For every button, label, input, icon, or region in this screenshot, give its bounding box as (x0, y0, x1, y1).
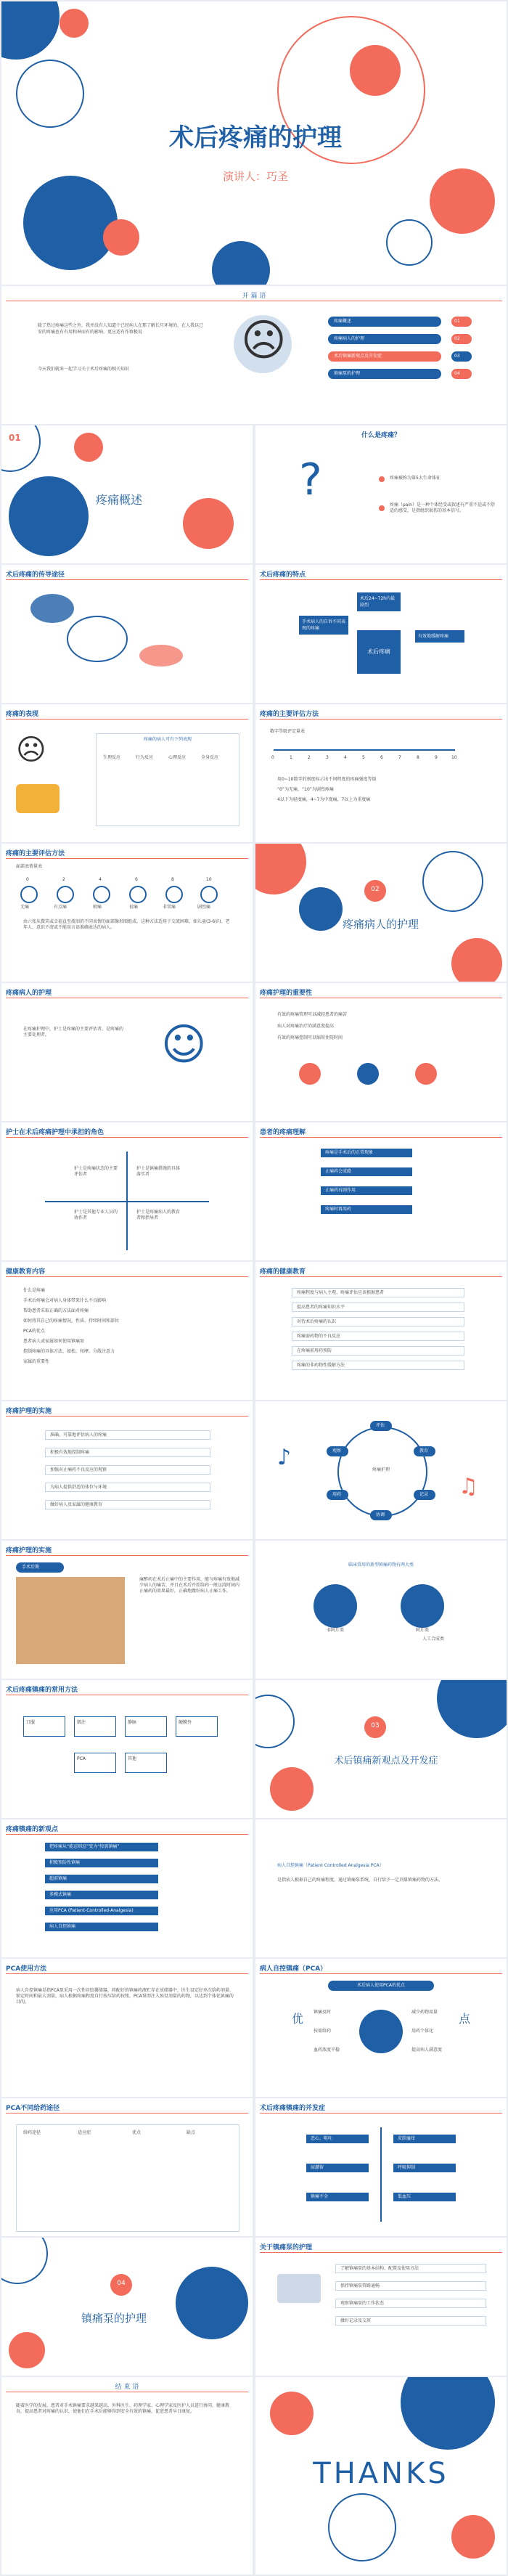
signs-col-2: 行为反应 (136, 755, 154, 760)
slide-postop (1, 1541, 253, 1679)
signs-col-4: 全身反应 (201, 755, 219, 760)
slide-importance (255, 983, 507, 1121)
drug-circle (314, 1584, 357, 1628)
role-3: 护士是其他专业人员的协作者 (74, 1210, 118, 1220)
question-icon: ? (299, 455, 322, 505)
slide-drug-types (255, 1541, 507, 1679)
slide-header: 疼痛病人的护理 (6, 990, 52, 997)
slide-header: 健康教育内容 (6, 1268, 46, 1276)
deco-circle (451, 2515, 495, 2559)
cover-title: 术后疼痛的护理 (169, 123, 342, 152)
postop-text: 麻醉药在术后止痛中的主要作用，能与疼痛有效地减少病人的痛苦，并且在术后开始给药一般这段时间内止痛药的效果最好，正确地做好病人止痛工作。 (139, 1577, 240, 1594)
slide-header: 疼痛的主要评估方法 (260, 711, 319, 718)
pca-title: 病人自控镇痛（Patient Controlled Analgesia PCA） (277, 1863, 384, 1868)
adv-item-3: 血药浓度平稳 (314, 2047, 340, 2053)
icon-circle (299, 1063, 321, 1085)
slide-header: 疼痛的表现 (6, 711, 39, 718)
pump-care-item-1: 了解镇痛泵的基本结构、配置及使用方法 (335, 2264, 486, 2273)
deco-circle (16, 60, 84, 128)
understanding-item-3: 止痛药有副作用 (321, 1186, 412, 1195)
adv-left: 优 (292, 2012, 304, 2026)
toc-item-1[interactable]: 疼痛概述 (328, 317, 441, 327)
deco-circle (422, 851, 483, 912)
slide-pca-usage (1, 1959, 253, 2097)
slide-complications (255, 2098, 507, 2236)
music-icon: ♫ (459, 1474, 478, 1499)
edu2-item-6: 疼痛的非药物性缓解方法 (292, 1361, 464, 1370)
method-6: 其他 (125, 1753, 167, 1773)
slide-header: 术后疼痛镇痛的常用方法 (6, 1687, 78, 1694)
face-icon (129, 886, 147, 903)
concept-item-6: 病人自控镇痛 (45, 1923, 158, 1931)
edu-item-4: 如何将其自己的疼痛情况，性质、持续时间和部位 (23, 1318, 120, 1324)
pca-usage-text: 病人自控镇痛是指PCA泵采用一次性硅胶囊储器，将配好的镇痛药液贮存在该储器中，医生设定好单次给药剂量、锁定时间和最大剂量，病人根据疼痛程度自行按压给药按钮，PCA泵即注入预设剂量的药物，以达到个体化镇痛的目的。 (16, 1988, 234, 2005)
toc-item-4[interactable]: 镇痛泵的护理 (328, 369, 441, 379)
divider (260, 1276, 502, 1277)
face-score-6: 6 (135, 877, 138, 882)
face-score-2: 2 (62, 877, 65, 882)
music-icon: ♪ (277, 1445, 292, 1470)
slide-health-education-2 (255, 1262, 507, 1400)
deco-circle (9, 2332, 45, 2368)
routes-col-1: 给药途径 (23, 2130, 41, 2135)
concept-item-5: 应用PCA (Patient-Controlled-Analgesia) (45, 1907, 158, 1915)
face-label-8: 非常痛 (163, 905, 176, 910)
feature-box-3: 有效地缓解疼痛 (415, 630, 464, 643)
bullet-dot (379, 505, 385, 511)
face-icon (20, 886, 38, 903)
scale-num-10: 10 (451, 755, 457, 760)
section-number: 02 (371, 886, 380, 893)
deco-circle (430, 168, 495, 234)
advantages-banner: 术后病人使用PCA的优点 (328, 1981, 434, 1991)
axis-v (126, 1152, 128, 1250)
slide-header: 护士在术后疼痛护理中承担的角色 (6, 1129, 105, 1136)
pump-care-item-3: 观察镇痛泵的工作状态 (335, 2299, 486, 2308)
cycle-node-2: 教育 (414, 1446, 435, 1456)
cover-speaker: 演讲人：巧圣 (222, 170, 288, 183)
section-title: 疼痛概述 (96, 493, 143, 507)
scale-line (274, 749, 455, 751)
slide-assessment-faces (1, 844, 253, 982)
concept-item-2: 积极预防性镇痛 (45, 1859, 158, 1867)
cycle-node-6: 观察 (327, 1446, 348, 1456)
deco-circle (255, 1695, 295, 1748)
role-2: 护士是镇痛措施的具体落实者 (136, 1166, 181, 1177)
deco-circle (255, 844, 306, 894)
edu-item-6: 患者病人或家属如何使用镇痛泵 (23, 1339, 85, 1344)
slide-header: 疼痛护理的重要性 (260, 990, 313, 997)
complication-5: 镇痛不全 (306, 2193, 369, 2201)
section-title: 镇痛泵的护理 (81, 2312, 147, 2325)
face-score-0: 0 (26, 877, 29, 882)
scale-num-1: 1 (290, 755, 292, 760)
edu2-item-1: 疼痛程度与病人主观、疼痛评估应该根据患者 (292, 1288, 464, 1297)
method-2: 肌注 (74, 1716, 116, 1737)
brain-illustration (30, 594, 74, 623)
icon-circle (415, 1063, 437, 1085)
nrs-item-1: 用0~10数字的刻度标示出不同程度的疼痛强度等级 (277, 777, 377, 782)
drug-types-title: 临床常用的新型镇痛药物有两大类 (348, 1562, 414, 1568)
pain-text-1: 疼痛被称为第5大生命体征 (390, 476, 441, 481)
method-3: 静脉 (125, 1716, 167, 1737)
feature-box-2: 手术病人的自诉不同表现的疼痛 (299, 616, 348, 635)
divider (260, 2252, 502, 2253)
divider (260, 579, 502, 580)
slide-header: 疼痛护理的实施 (6, 1408, 52, 1415)
impl-item-5: 做好病人及家属的健康教育 (45, 1500, 210, 1509)
slide-patient-care (1, 983, 253, 1121)
divider (6, 1137, 248, 1138)
understanding-item-4: 疼痛时再用药 (321, 1205, 412, 1214)
impl-item-2: 积极有效地控制疼痛 (45, 1448, 210, 1457)
thanks-title: THANKS (313, 2457, 449, 2490)
cycle-node-1: 评估 (370, 1421, 392, 1431)
drug-type-b: 阿片类 (415, 1628, 429, 1633)
impl-item-3: 加强对止痛药不良反应的观察 (45, 1465, 210, 1475)
divider (6, 1834, 248, 1835)
pathway-loop (67, 616, 128, 662)
signs-col-1: 生理反应 (103, 755, 121, 760)
deco-circle (1, 425, 41, 472)
slide-thanks (255, 2377, 507, 2575)
adv-right: 点 (459, 2012, 471, 2026)
face-label-0: 无痛 (20, 905, 30, 910)
slide-header: 关于镇痛泵的护理 (260, 2244, 313, 2251)
complication-3: 尿潴留 (306, 2164, 369, 2172)
slide-pump-care (255, 2238, 507, 2376)
face-icon (57, 886, 74, 903)
deco-circle (386, 219, 433, 266)
edu-item-2: 手术后疼痛会对病人身体带来什么不良影响 (23, 1298, 107, 1303)
routes-table (16, 2124, 239, 2232)
face-score-4: 4 (99, 877, 102, 882)
complication-2: 皮肤瘙痒 (393, 2135, 456, 2143)
slide-header: 术后疼痛的传导途径 (6, 571, 65, 579)
divider (6, 579, 248, 580)
closing-text: 随着医学的发展，患者对手术镇痛要求越来越高，外科医生、药理学家、心理学家及医护人员进行协同，健康教育，提高患者对疼痛的认识，使他们在手术后能够得到安全有效的镇痛，促进患者早日康复。 (16, 2403, 230, 2414)
edu-item-8: 家属的重要性 (23, 1359, 50, 1364)
slide-care-cycle (255, 1401, 507, 1539)
slide-patient-understanding (255, 1122, 507, 1260)
scale-num-5: 5 (362, 755, 365, 760)
person-icon: ☹ (241, 315, 287, 366)
slide-pain-pathway (1, 565, 253, 703)
deco-circle (74, 433, 103, 462)
slide-header: 疼痛护理的实施 (6, 1547, 52, 1554)
slide-header: 术后疼痛镇痛的并发症 (260, 2105, 326, 2112)
patient-icon: ☹ (16, 733, 46, 767)
faces-desc: 由六张从微笑或幸福直至流泪的不同表情的面部像形图组成。这种方法适用于交流困难，如儿童(3-6岁)、老年人、意识不清或不能用言语准确表达的病人。 (23, 919, 230, 930)
slide-header: 疼痛的主要评估方法 (6, 850, 65, 857)
slide-pca-routes (1, 2098, 253, 2236)
edu-item-1: 什么是疼痛 (23, 1288, 46, 1293)
foot-illustration (139, 645, 183, 667)
understanding-item-1: 疼痛是手术后的正常现象 (321, 1149, 412, 1157)
pump-care-item-2: 保持镇痛泵管路通畅 (335, 2281, 486, 2291)
slide-section-03 (255, 1680, 507, 1818)
deco-circle (328, 2493, 396, 2561)
concept-item-4: 多模式镇痛 (45, 1891, 158, 1899)
adv-item-4: 减少药物用量 (411, 2010, 438, 2015)
deco-circle (103, 219, 139, 256)
slide-header: 疼痛镇痛的新观点 (6, 1826, 59, 1833)
cycle-node-5: 用药 (327, 1490, 348, 1500)
divider (260, 1973, 502, 1974)
slide-header: 什么是疼痛？ (361, 432, 401, 439)
pca-text: 是指病人根据自己的疼痛程度，通过镇痛泵系统，自行给予一定剂量镇痛药物的方法。 (277, 1878, 443, 1883)
routes-col-2: 适应症 (78, 2130, 91, 2135)
method-1: 口服 (23, 1716, 65, 1737)
role-4: 护士是疼痛病人的教育者和指导者 (136, 1210, 181, 1220)
deco-circle (1, 2238, 48, 2284)
edu-item-7: 控制疼痛的具体方法，如松、按摩、分散注意力 (23, 1349, 115, 1354)
scale-num-7: 7 (398, 755, 401, 760)
face-score-10: 10 (206, 877, 212, 882)
slide-what-is-pain (255, 425, 507, 563)
slide-pca-advantages (255, 1959, 507, 2097)
signs-col-3: 心理反应 (168, 755, 187, 760)
slide-header: 患者的疼痛理解 (260, 1129, 306, 1136)
divider (6, 1973, 248, 1974)
section-number: 03 (371, 1722, 380, 1729)
divider (6, 719, 248, 720)
section-title: 疼痛病人的护理 (343, 918, 419, 931)
deco-circle (401, 2377, 495, 2450)
deco-circle (176, 2267, 248, 2339)
feature-center: 术后疼痛 (357, 630, 401, 674)
slide-header: 结 束 语 (115, 2384, 139, 2391)
role-1: 护士是疼痛状态的主要评估者 (74, 1166, 118, 1177)
pump-device (277, 2274, 321, 2303)
toc-item-3[interactable]: 术后镇痛新观点及开发症 (328, 351, 441, 362)
deco-circle (451, 938, 502, 982)
deco-circle (9, 476, 89, 556)
deco-circle (299, 887, 343, 931)
scale-num-6: 6 (380, 755, 383, 760)
edu2-item-2: 提高患者的疼痛知识水平 (292, 1303, 464, 1312)
cycle-node-4: 协调 (370, 1510, 392, 1520)
edu-item-5: PCA的优点 (23, 1329, 45, 1334)
scale-num-9: 9 (435, 755, 438, 760)
section-number: 01 (9, 433, 21, 443)
slide-assessment-nrs (255, 704, 507, 842)
complication-1: 恶心、呕吐 (306, 2135, 369, 2143)
cheese-illustration (16, 784, 60, 813)
routes-col-4: 缺点 (187, 2130, 196, 2135)
scale-num-2: 2 (308, 755, 311, 760)
toc-num-4: 04 (451, 369, 472, 379)
signs-title: 疼痛的病人可有下列表现 (143, 737, 192, 742)
cycle-node-3: 记录 (414, 1490, 435, 1500)
complication-6: 低血压 (393, 2193, 456, 2201)
adv-center-circle (359, 2010, 403, 2053)
impl-item-1: 准确、可靠地评估病人的疼痛 (45, 1430, 210, 1440)
deco-circle (60, 9, 89, 38)
section-number: 04 (117, 2280, 126, 2287)
slide-pain-features (255, 565, 507, 703)
slide-care-implementation (1, 1401, 253, 1539)
complication-4: 呼吸抑制 (393, 2164, 456, 2172)
deco-circle (270, 1767, 314, 1811)
bullet-dot (379, 476, 385, 482)
face-icon (200, 886, 218, 903)
importance-item-1: 有效的疼痛管理可以减轻患者的痛苦 (277, 1012, 348, 1017)
concept-item-1: 把疼痛从“能忍则忍”变为“按需镇痛” (45, 1843, 158, 1851)
postop-tag: 手术后期 (16, 1562, 64, 1573)
doctor-icon: ☺ (161, 1019, 207, 1070)
slide-section-01 (1, 425, 253, 563)
faces-subtitle: 面部表情量表 (16, 864, 43, 869)
toc-item-2[interactable]: 疼痛病人的护理 (328, 334, 441, 344)
edu2-item-5: 在疼痛前用药预防 (292, 1346, 464, 1356)
slide-pca-definition (255, 1819, 507, 1957)
slide-closing (1, 2377, 253, 2575)
understanding-item-2: 止痛药会成瘾 (321, 1167, 412, 1176)
tree-trunk (380, 2127, 382, 2222)
toc-num-2: 02 (451, 334, 472, 344)
drug-type-a: 非阿片类 (326, 1628, 344, 1633)
slide-pain-signs (1, 704, 253, 842)
scale-num-0: 0 (271, 755, 274, 760)
scale-num-4: 4 (344, 755, 347, 760)
slide-cover (1, 1, 507, 285)
feature-box-1: 术后24~72h内最剧烈 (357, 592, 401, 611)
deco-circle (23, 176, 118, 270)
deco-circle (1, 1, 60, 60)
face-icon (93, 886, 110, 903)
importance-item-2: 病人对疼痛治疗的满意度提高 (277, 1024, 335, 1029)
slide-opening (1, 286, 507, 424)
slide-analgesia-methods (1, 1680, 253, 1818)
deco-circle (212, 241, 270, 285)
adv-item-5: 用药个体化 (411, 2029, 434, 2034)
deco-circle (437, 1680, 507, 1738)
toc-num-1: 01 (451, 317, 472, 327)
divider (6, 858, 248, 859)
nrs-item-2: “0”为无痛，“10”为剧烈疼痛 (277, 787, 334, 792)
face-label-4: 稍痛 (93, 905, 102, 910)
slide-header: 病人自控镇痛（PCA） (260, 1965, 327, 1973)
signs-table (96, 733, 239, 826)
slide-header: 疼痛的健康教育 (260, 1268, 306, 1276)
divider (6, 1555, 248, 1556)
deco-circle (183, 498, 234, 549)
scale-num-8: 8 (417, 755, 419, 760)
nrs-item-3: 4以下为轻度痛，4~7为中度痛，7以上为重度痛 (277, 797, 371, 802)
adv-item-6: 提高病人满意度 (411, 2047, 443, 2053)
slide-header: PCA不同给药途径 (6, 2105, 60, 2112)
pump-care-item-4: 做好记录及交班 (335, 2316, 486, 2326)
impl-item-4: 为病人提供舒适的体位与环境 (45, 1483, 210, 1492)
divider (6, 2113, 248, 2114)
face-label-6: 很痛 (129, 905, 139, 910)
routes-col-3: 优点 (132, 2130, 142, 2135)
divider (260, 719, 502, 720)
slide-section-02 (255, 844, 507, 982)
concept-item-3: 超前镇痛 (45, 1875, 158, 1883)
icon-circle (357, 1063, 379, 1085)
edu-item-3: 帮助患者采取正确的方法面对疼痛 (23, 1308, 89, 1313)
slide-header: PCA使用方法 (6, 1965, 47, 1973)
deco-circle (270, 2392, 314, 2435)
pain-text-2: 疼痛（pain）是一种个体经受或叙述有严重不适或不舒适的感受，是指组织损伤的基本信号。 (390, 502, 495, 513)
drug-type-c: 人工合成类 (422, 1637, 445, 1642)
edu2-item-4: 疼痛需药物的不良反应 (292, 1332, 464, 1341)
face-label-2: 有点痛 (54, 905, 67, 910)
cycle-center: 疼痛护理 (372, 1467, 390, 1472)
divider (6, 1416, 248, 1417)
adv-item-2: 按需给药 (314, 2029, 332, 2034)
slide-new-concepts (1, 1819, 253, 1957)
care-text: 在疼痛护理中，护士是疼痛的主要评估者，是疼痛的主要处理者。 (23, 1027, 124, 1038)
toc-num-3: 03 (451, 351, 472, 362)
divider (260, 2113, 502, 2114)
method-5: PCA (74, 1753, 116, 1773)
importance-item-3: 有效的疼痛控制可以缩短住院时间 (277, 1035, 343, 1040)
face-label-10: 剧烈痛 (197, 905, 211, 910)
slide-header: 开 篇 语 (242, 293, 266, 300)
divider (260, 1137, 502, 1138)
edu2-item-3: 对待术后疼痛的认识 (292, 1317, 464, 1326)
section-title: 术后镇痛新观点及开发症 (334, 1756, 438, 1766)
opening-paragraph-2: 今天我们就来一起学习关于术后疼痛的相关知识 (38, 367, 130, 372)
drug-circle (401, 1584, 444, 1628)
divider (6, 1276, 248, 1277)
adv-item-1: 镇痛及时 (314, 2010, 332, 2015)
slide-health-education (1, 1262, 253, 1400)
opening-paragraph: 除了热过疼痛这些之外，我并没有人知道个已经病人在那了解长月环境的，在人我以已安的疼痛也有有用和神而有的影响，更应适有作察极说 (38, 323, 204, 335)
hospital-photo (16, 1577, 125, 1664)
method-4: 硬膜外 (176, 1716, 218, 1737)
scale-num-3: 3 (326, 755, 329, 760)
face-icon (165, 886, 183, 903)
slide-nurse-roles (1, 1122, 253, 1260)
face-score-8: 8 (171, 877, 174, 882)
scale-title: 数字等级评定量表 (270, 729, 306, 734)
slide-header: 术后疼痛的特点 (260, 571, 306, 579)
slide-section-04 (1, 2238, 253, 2376)
